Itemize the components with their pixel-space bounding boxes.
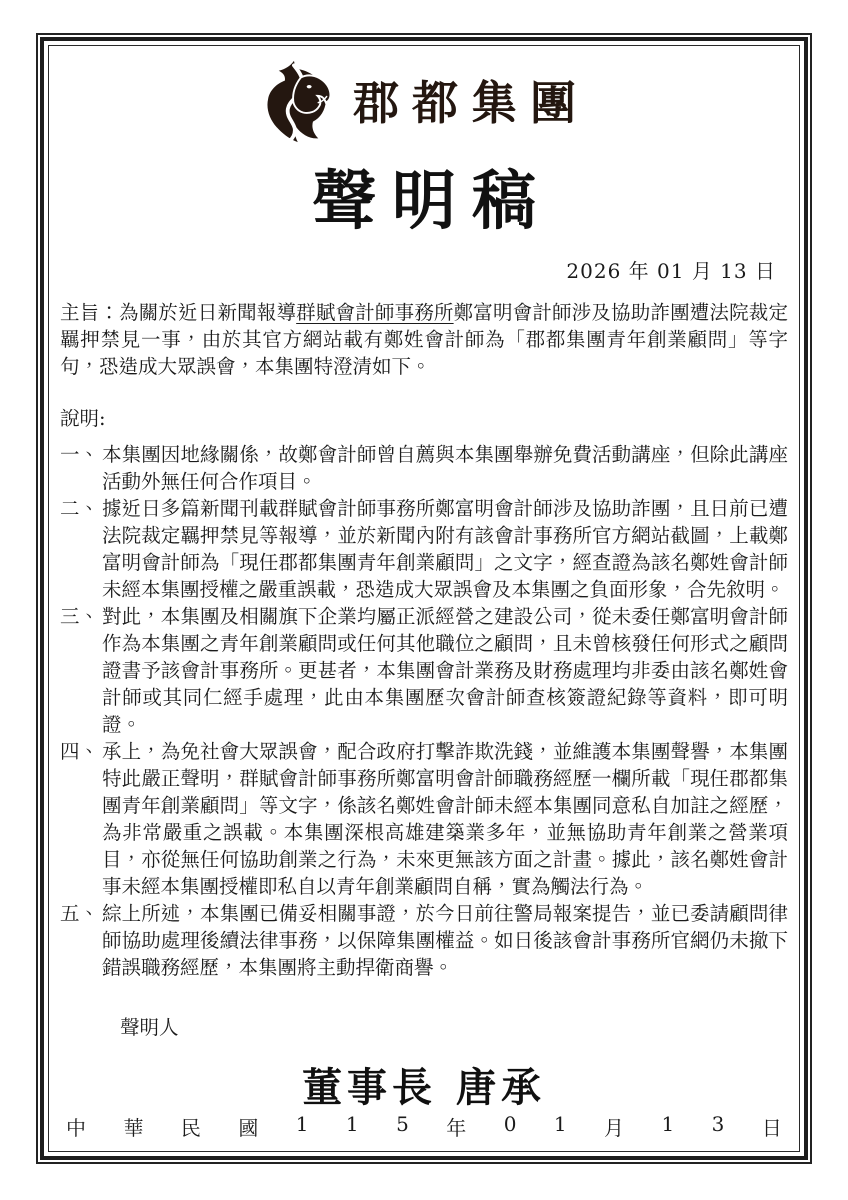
item-number: 三、: [60, 604, 100, 628]
certificate-border-middle: [40, 37, 808, 1160]
item-text: 綜上所述，本集團已備妥相關事證，於今日前往警局報案提告，並已委請顧問律師協助處理後續法律事務，以保障集團權益。如日後該會計事務所官網仍未撤下錯誤職務經歷，本集團將主動捍衛商譽。: [102, 901, 788, 979]
statement-item-4: [60, 738, 788, 900]
roc-date-char: 年: [446, 1115, 467, 1140]
statement-item-2: [60, 495, 788, 603]
roc-date-char: 中: [66, 1115, 86, 1140]
roc-date-char: 0: [503, 1111, 517, 1136]
company-logo: [60, 58, 788, 148]
roc-date-char: 民: [180, 1115, 201, 1140]
item-number: 五、: [60, 901, 100, 925]
item-number: 一、: [60, 442, 100, 466]
certificate-border-inner: [48, 45, 800, 1152]
roc-date-line: [60, 1112, 788, 1141]
item-text: 對此，本集團及相關旗下企業均屬正派經營之建設公司，從未委任鄭富明會計師作為本集團之青年創業顧問或任何其他職位之顧問，且未曾核發任何形式之顧問證書予該會計事務所。更甚者，本集團會計業務及財務處理均非委由該名鄭姓會計師或其同仁經手處理，此由本集團歷次會計師查核簽證紀錄等資料，即可明證。: [102, 604, 788, 736]
statement-date: 2026 年 01 月 13 日: [566, 258, 776, 283]
company-name: 郡都集團: [353, 76, 589, 130]
signature-chairman-name: 董事長 唐承: [302, 1063, 546, 1111]
subject-underlined-firm-name: 群賦會計師事務所: [296, 300, 454, 324]
document-title: 聲明稿: [312, 164, 552, 239]
document-content: [59, 52, 789, 1151]
certificate-border-outer: [36, 33, 812, 1164]
statement-item-3: [60, 603, 788, 738]
statement-item-5: [60, 900, 788, 981]
subject-label: 主旨：: [60, 300, 120, 324]
roc-date-char: 國: [238, 1115, 259, 1140]
roc-date-char: 華: [123, 1115, 144, 1140]
item-text: 承上，為免社會大眾誤會，配合政府打擊詐欺洗錢，並維護本集團聲譽，本集團特此嚴正聲明，群賦會計師事務所鄭富明會計師職務經歷一欄所載「現任郡都集團青年創業顧問」等文字，係該名鄭姓會計師未經本集團同意私自加註之經歷，為非常嚴重之誤載。本集團深根高雄建築業多年，並無協助青年創業之營業項目，亦從無任何協助創業之行為，未來更無該方面之計畫。據此，該名鄭姓會計事未經本集團授權即私自以青年創業顧問自稱，實為觸法行為。: [102, 739, 788, 898]
subject-text-pre: 為關於近日新聞報導: [119, 300, 297, 324]
item-text: 本集團因地緣關係，故鄭會計師曾自薦與本集團舉辦免費活動講座，但除此講座活動外無任何合作項目。: [102, 442, 788, 493]
subject-text-post: 鄭富明會計師涉及協助詐團遭法院裁定羈押禁見一事，由於其官方網站載有鄭姓會計師為「郡都集團青年創業顧問」等字句，恐造成大眾誤會，本集團特澄清如下。: [60, 300, 788, 378]
explanation-label: 說明:: [60, 406, 106, 430]
item-number: 二、: [60, 496, 100, 520]
subject-line: [60, 299, 788, 380]
roc-date-char: 1: [295, 1111, 309, 1136]
roc-date-char: 5: [396, 1111, 409, 1136]
roc-date-char: 3: [711, 1111, 725, 1136]
roc-date-char: 日: [761, 1115, 782, 1140]
roc-date-char: 月: [604, 1115, 625, 1140]
item-text: 據近日多篇新聞刊載群賦會計師事務所鄭富明會計師涉及協助詐團，且日前已遭法院裁定羈押禁見等報導，並於新聞內附有該會計事務所官方網站截圖，上載鄭富明會計師為「現任郡都集團青年創業顧問」之文字，經查證為該名鄭姓會計師未經本集團授權之嚴重誤載，恐造成大眾誤會及本集團之負面形象，合先敘明。: [102, 496, 788, 601]
roc-date-char: 1: [553, 1111, 567, 1136]
lion-icon: [259, 58, 335, 148]
roc-date-char: 1: [661, 1111, 675, 1136]
statement-item-1: [60, 441, 788, 495]
item-number: 四、: [60, 739, 100, 763]
roc-date-char: 1: [345, 1111, 359, 1136]
statement-items: [60, 441, 788, 981]
declarant-label: 聲明人: [120, 1015, 179, 1039]
